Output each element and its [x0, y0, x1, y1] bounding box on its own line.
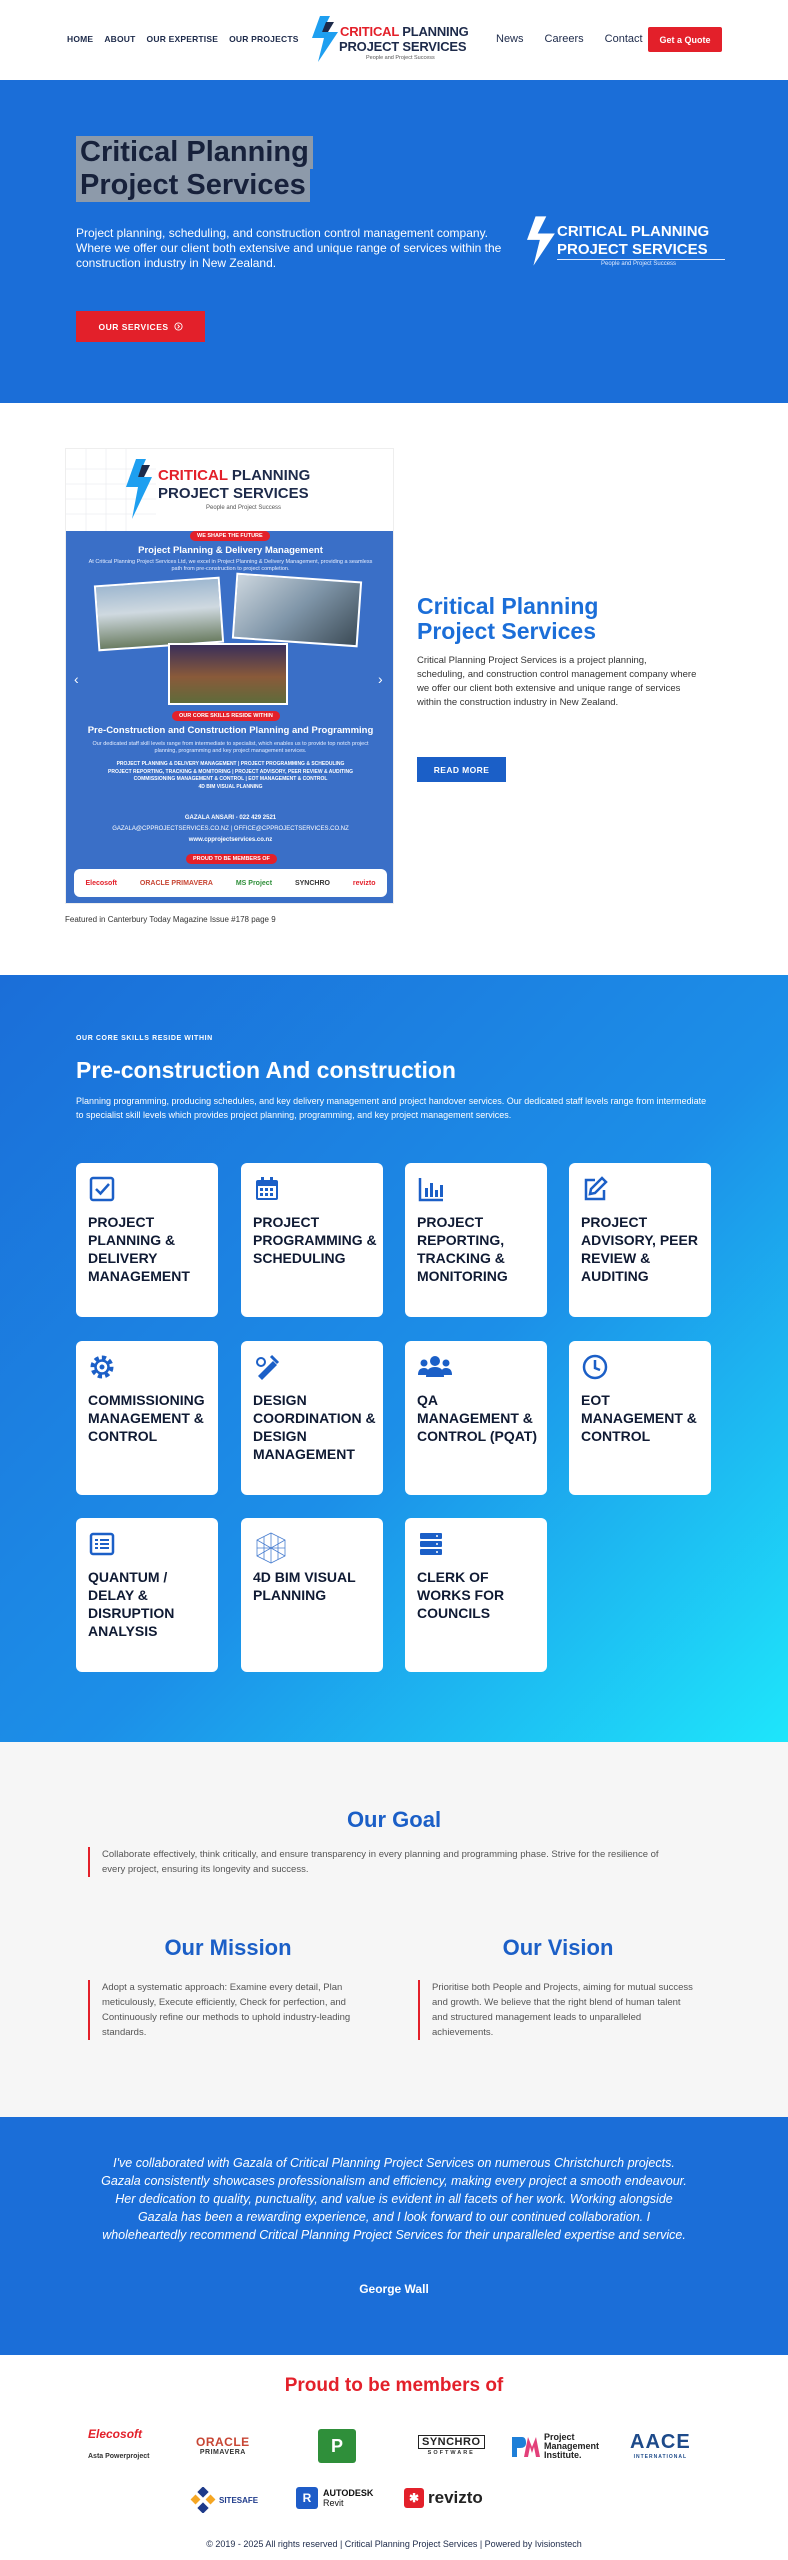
skill-card-label: PROJECT REPORTING, TRACKING & MONITORING [417, 1214, 508, 1284]
sitesafe-mark-icon [190, 2487, 216, 2513]
flyer-brand-tagline: People and Project Success [206, 505, 282, 511]
primary-nav-right [496, 33, 643, 45]
flyer-list-item: PROJECT PLANNING & DELIVERY MANAGEMENT | PROJECT PROGRAMMING & SCHEDULING [116, 761, 345, 767]
design-tools-icon [253, 1353, 281, 1381]
flyer-contact-phone: GAZALA ANSARI - 022 429 2521 [184, 815, 277, 821]
nav-news[interactable]: News [496, 33, 524, 45]
flyer-logo-msproject: MS Project [235, 879, 273, 887]
goals-section [0, 1742, 788, 2117]
server-icon [417, 1530, 445, 1558]
pmi-mark-icon [512, 2435, 540, 2459]
skills-eyebrow: OUR CORE SKILLS RESIDE WITHIN [76, 1035, 213, 1042]
skill-card-quantum[interactable] [76, 1518, 218, 1672]
flyer-body [66, 531, 394, 904]
site-logo[interactable] [312, 14, 478, 64]
skill-card-bim[interactable] [241, 1518, 383, 1672]
flyer-contact-emails: GAZALA@CPPROJECTSERVICES.CO.NZ | OFFICE@CPPROJECTSERVICES.CO.NZ [112, 826, 349, 832]
skill-card-advisory[interactable] [569, 1163, 711, 1317]
hero-section [0, 80, 788, 403]
hero-subtitle: Project planning, scheduling, and construction control management company. Where we offer our client both extensive and unique range of services within the construction industry in New Zealand. [76, 226, 502, 270]
hero-logo-mark-icon [527, 213, 557, 269]
about-title: Critical Planning Project Services [417, 593, 599, 644]
skills-title: Pre-construction And construction [76, 1057, 456, 1083]
flyer-heading1: Project Planning & Delivery Management [138, 545, 323, 556]
edit-icon [581, 1175, 609, 1203]
our-services-label: OUR SERVICES [98, 321, 169, 332]
hero-logo-line2: PROJECT SERVICES [557, 241, 708, 258]
site-header [0, 0, 788, 80]
logo-word-planning: PLANNING [402, 24, 469, 39]
testimonial-section [0, 2117, 788, 2355]
skill-card-clerk[interactable] [405, 1518, 547, 1672]
cube-grid-icon [253, 1530, 289, 1566]
slider-prev-arrow-icon[interactable]: ‹ [74, 671, 79, 687]
logo-mark-icon [312, 16, 340, 62]
gear-icon [88, 1353, 116, 1381]
flyer-member-logos [74, 869, 387, 897]
flyer-list-item: PROJECT REPORTING, TRACKING & MONITORING | PROJECT ADVISORY, PEER REVIEW & AUDITING [108, 768, 353, 775]
flyer-caption: Featured in Canterbury Today Magazine Issue #178 page 9 [65, 915, 276, 924]
flyer-logo-oracle: ORACLE PRIMAVERA [139, 879, 213, 887]
testimonial-quote: I've collaborated with Gazala of Critical Planning Project Services on numerous Christchurch projects. Gazala consistently showcases professionalism and efficiency, making every project a smooth endeavour. Her dedication to quality, punctuality, and value is evident in all facets of her work. Working alongside Gazala has been a rewarding experience, and I look forward to our continued collaboration. I wholeheartedly recommend Critical Planning Project Services for their unparalleled expertise and service. [101, 2156, 687, 2242]
flyer-list-item: COMMISSIONING MANAGEMENT & CONTROL | EOT MANAGEMENT & CONTROL [133, 776, 328, 782]
flyer-pill-future: WE SHAPE THE FUTURE [190, 531, 270, 541]
skill-card-label: EOT MANAGEMENT & CONTROL [581, 1392, 697, 1444]
mission-title: Our Mission [164, 1935, 292, 1960]
hero-logo-line1: CRITICAL PLANNING [557, 223, 710, 240]
skills-description: Planning programming, producing schedules, and key delivery management and project handover services. Our dedicated staff levels range from intermediate to specialist skill levels which provides project planning, programming, and key project management services. [76, 1096, 707, 1120]
hero-logo-tagline: People and Project Success [601, 261, 677, 267]
flyer-skill-list [76, 761, 385, 791]
revizto-icon: ✱ [404, 2488, 424, 2508]
member-logo-oracle: ORACLE PRIMAVERA [196, 2435, 250, 2456]
skill-card-commissioning[interactable] [76, 1341, 218, 1495]
checkbox-icon [88, 1175, 116, 1203]
our-services-button[interactable] [76, 311, 205, 342]
member-logo-sitesafe: SITESAFE [190, 2487, 258, 2513]
hero-title-line2: Project Services [76, 169, 310, 202]
flyer-para2: Our dedicated staff skill levels range from intermediate to specialist, which enables us to provide top notch project planning, programming and key project management services. [92, 741, 369, 754]
skill-card-label: QUANTUM / DELAY & DISRUPTION ANALYSIS [88, 1569, 175, 1639]
skill-card-label: DESIGN COORDINATION & DESIGN MANAGEMENT [253, 1392, 376, 1462]
calendar-icon [253, 1175, 281, 1203]
get-a-quote-button[interactable]: Get a Quote [648, 27, 722, 52]
hero-title-line1: Critical Planning [76, 136, 313, 169]
logo-line2: PROJECT SERVICES [339, 39, 467, 54]
goal-title: Our Goal [346, 1807, 442, 1832]
skill-card-label: QA MANAGEMENT & CONTROL (PQAT) [417, 1392, 538, 1444]
about-text: Critical Planning Project Services is a project planning, scheduling, and construction control management company where we offer our client both extensive and unique range of services within the construction industry in New Zealand. [417, 655, 697, 708]
skills-section [0, 975, 788, 1742]
flyer-photo-building [168, 643, 288, 705]
arrow-circle-icon [174, 322, 183, 331]
skill-card-design[interactable] [241, 1341, 383, 1495]
testimonial-author: George Wall [359, 2282, 429, 2296]
member-logo-elecosoft: Elecosoft Asta Powerproject [88, 2427, 150, 2460]
skill-card-label: PROJECT PROGRAMMING & SCHEDULING [253, 1214, 377, 1266]
logo-word-critical: CRITICAL [340, 24, 399, 39]
logo-tagline: People and Project Success [366, 55, 435, 61]
goal-text: Collaborate effectively, think critically, and ensure transparency in every planning and programming phase. Strive for the resilience of every project, ensuring its longevity and success. [88, 1847, 668, 1877]
users-icon [417, 1353, 453, 1381]
vision-text: Prioritise both People and Projects, aiming for mutual success and growth. We believe that the right blend of human talent and structured management leads to unparalleled achievements. [418, 1980, 698, 2040]
bar-chart-icon [417, 1175, 445, 1203]
flyer-photo-stadium [232, 573, 362, 648]
nav-contact[interactable]: Contact [604, 33, 643, 45]
skill-card-qa[interactable] [405, 1341, 547, 1495]
member-logo-synchro: SYNCHRO SOFTWARE [418, 2435, 485, 2456]
flyer-logo-revizto: revizto [352, 879, 376, 887]
skill-card-label: 4D BIM VISUAL PLANNING [253, 1569, 356, 1603]
revit-icon: R [296, 2487, 318, 2509]
flyer-list-item: 4D BIM VISUAL PLANNING [198, 783, 263, 790]
nav-projects[interactable]: OUR PROJECTS [229, 34, 299, 44]
flyer-para1: At Critical Planning Project Services Ltd, we excel in Project Planning & Delivery Management, providing a seamless path from pre-construction to project completion. [88, 559, 373, 572]
member-logo-msproject: P [318, 2429, 356, 2463]
flyer-heading2: Pre-Construction and Construction Planning and Programming [87, 725, 374, 736]
vision-title: Our Vision [502, 1935, 614, 1960]
slider-next-arrow-icon[interactable]: › [378, 671, 383, 687]
skill-card-eot[interactable] [569, 1341, 711, 1495]
nav-home[interactable]: HOME [67, 34, 94, 44]
hero-logo [527, 211, 727, 271]
list-icon [88, 1530, 116, 1558]
flyer-brand-planning: PLANNING [231, 467, 311, 484]
nav-about[interactable]: ABOUT [104, 34, 136, 44]
read-more-button[interactable]: READ MORE [417, 757, 506, 782]
skill-card-reporting[interactable] [405, 1163, 547, 1317]
members-title: Proud to be members of [284, 2375, 504, 2396]
skill-card-label: PROJECT ADVISORY, PEER REVIEW & AUDITING [581, 1214, 698, 1284]
hero-title [76, 136, 313, 202]
skill-card-label: COMMISSIONING MANAGEMENT & CONTROL [88, 1392, 205, 1444]
flyer-pill-core-skills: OUR CORE SKILLS RESIDE WITHIN [172, 711, 280, 721]
member-logo-autodesk-revit: R AUTODESK Revit [296, 2487, 373, 2509]
mission-text: Adopt a systematic approach: Examine every detail, Plan meticulously, Execute efficiently, Check for perfection, and Continuously refine our methods to uphold industry-leading standards. [88, 1980, 368, 2040]
skill-card-label: CLERK OF WORKS FOR COUNCILS [417, 1569, 505, 1621]
hero-logo-rule [557, 259, 725, 260]
flyer-contact-website: www.cpprojectservices.co.nz [188, 837, 273, 843]
about-section [0, 403, 788, 975]
nav-expertise[interactable]: OUR EXPERTISE [146, 34, 219, 44]
flyer-photo-landscape [94, 577, 224, 652]
flyer-pill-members: PROUD TO BE MEMBERS OF [186, 854, 277, 864]
clock-icon [581, 1353, 609, 1381]
members-section: Proud to be members of Elecosoft Asta Powerproject ORACLE PRIMAVERA P SYNCHRO SOFTWARE Project Management Institute. AACE INTERNATIONAL SITESAFE R AUTODESK Revit ✱ revizto © 2019 - 2025 All rights reserved | Critical Planning Project Services | Powered by Ivisionstech [0, 2355, 788, 2560]
skill-card-label: PROJECT PLANNING & DELIVERY MANAGEMENT [88, 1214, 190, 1284]
flyer-header [66, 449, 394, 531]
member-logo-revizto: ✱ revizto [404, 2488, 483, 2508]
member-logo-aace: AACE INTERNATIONAL [630, 2431, 691, 2460]
flyer-brand-line2: PROJECT SERVICES [158, 485, 309, 502]
nav-careers[interactable]: Careers [544, 33, 584, 45]
flyer-logo-elecosoft: Elecosoft [85, 879, 117, 887]
skill-card-programming[interactable] [241, 1163, 383, 1317]
footer-copyright: © 2019 - 2025 All rights reserved | Critical Planning Project Services | Powered by Ivisionstech [206, 2539, 582, 2549]
magazine-flyer-slider[interactable] [65, 448, 394, 904]
flyer-logo-synchro: SYNCHRO [294, 879, 330, 887]
primary-nav-left [67, 34, 299, 44]
skill-card-planning[interactable] [76, 1163, 218, 1317]
flyer-brand-critical: CRITICAL [158, 467, 228, 484]
